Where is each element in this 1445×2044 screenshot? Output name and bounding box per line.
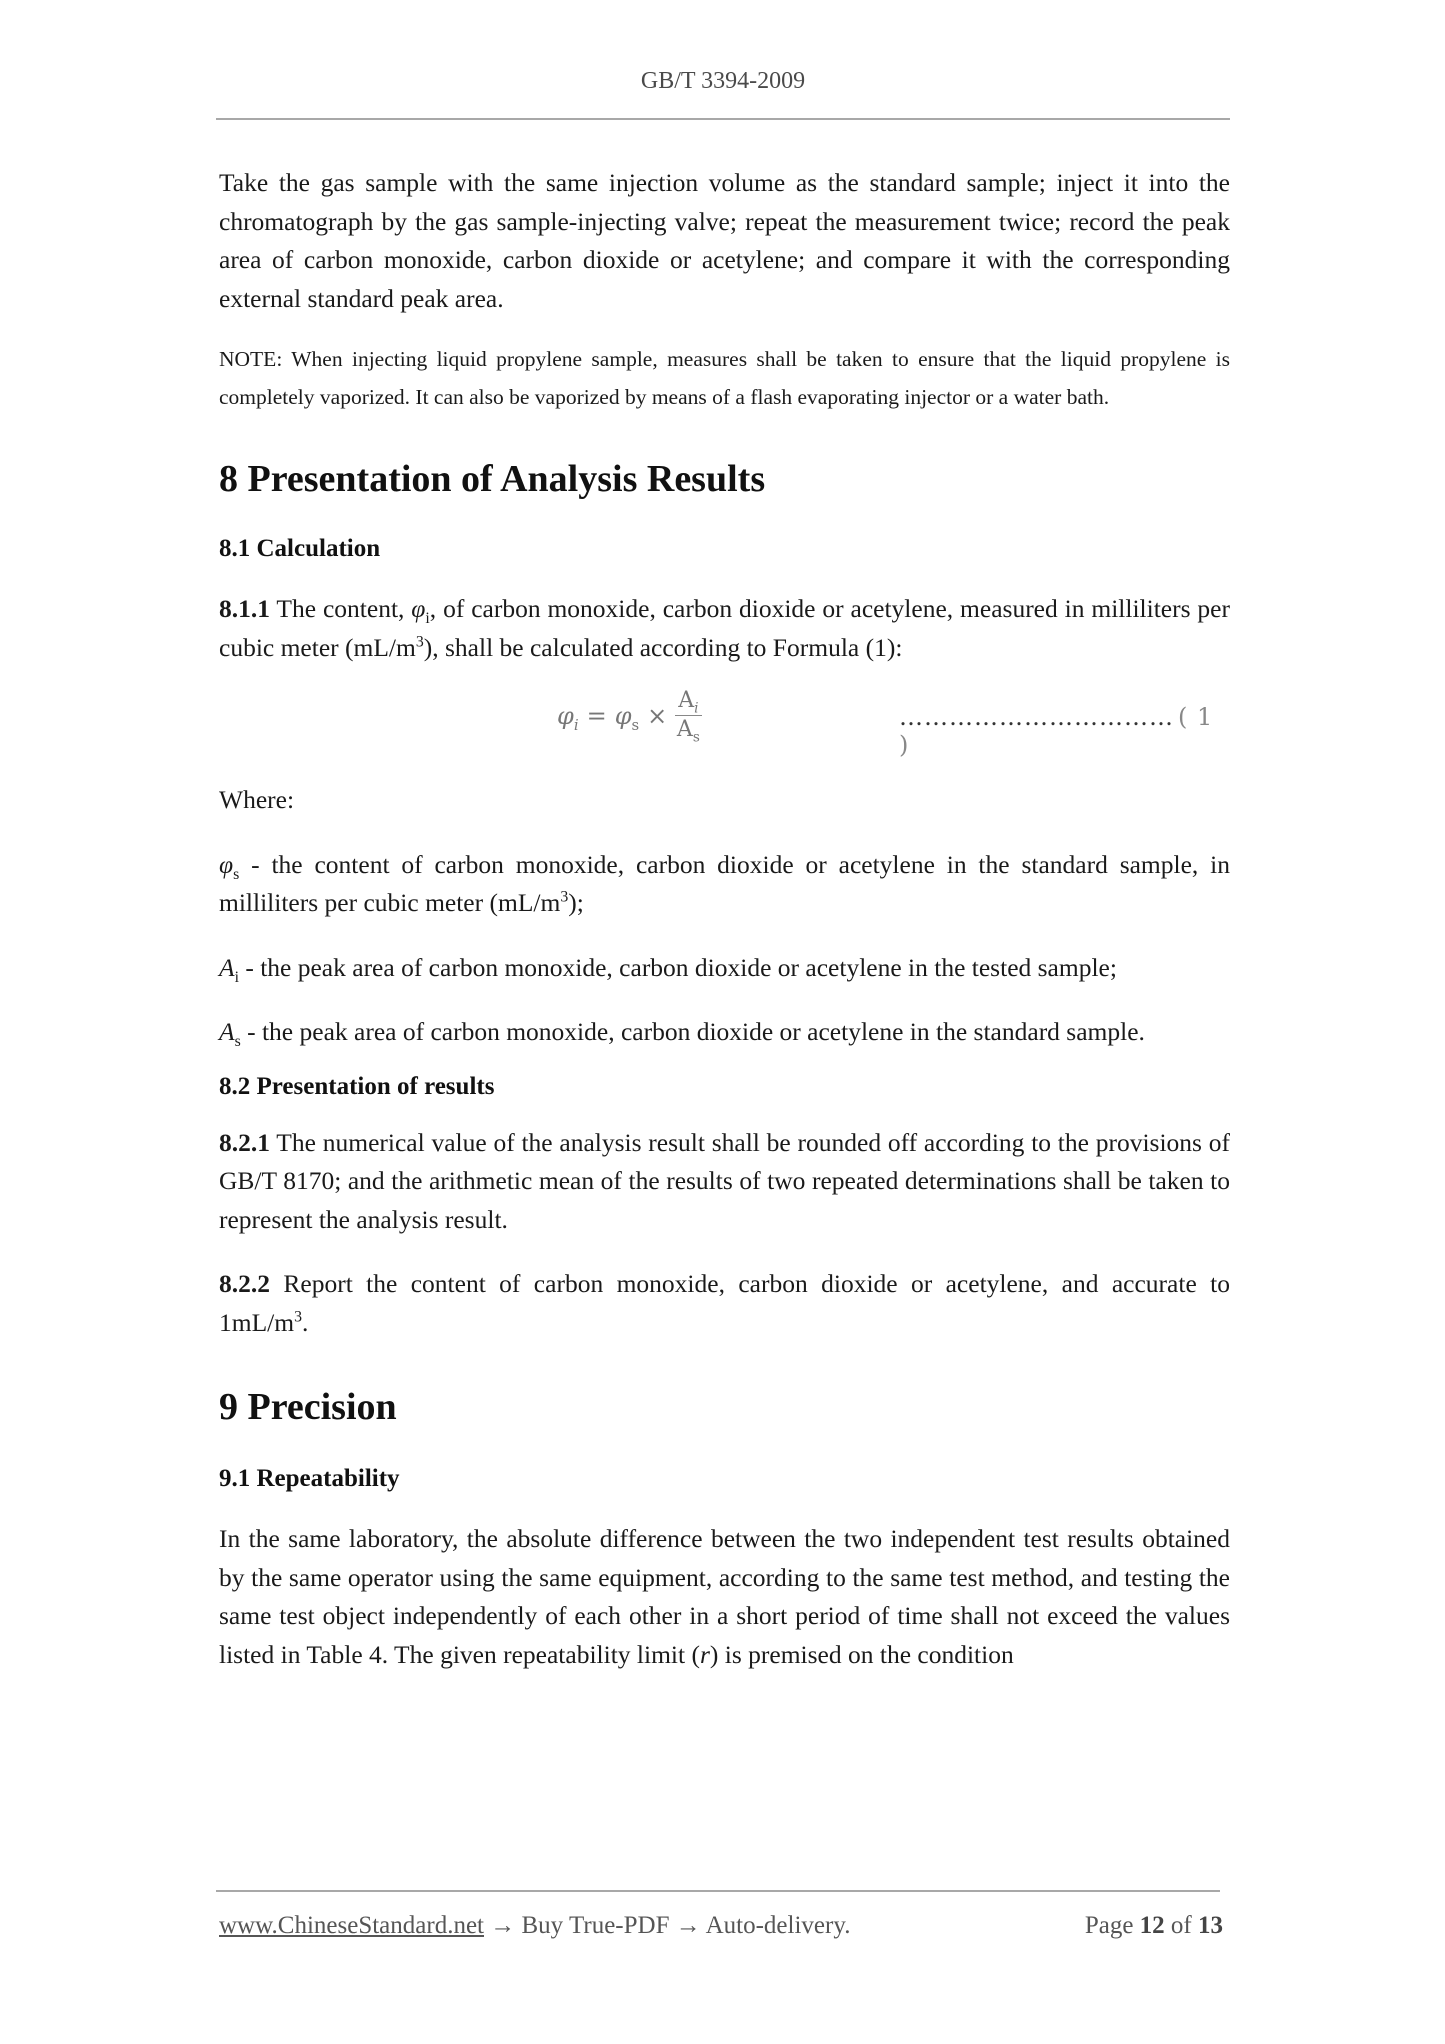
times-sign: ×: [647, 701, 668, 730]
section-9-1-heading: 9.1 Repeatability: [219, 1465, 400, 1492]
def-symbol: A: [219, 952, 235, 982]
delivery-text: Auto-delivery.: [705, 1912, 851, 1939]
note-paragraph: NOTE: When injecting liquid propylene sample, measures shall be taken to ensure that the liquid propylene is completely vaporized. It can also be vaporized by means of a flash evaporating injector or a water bath.: [219, 347, 1230, 409]
definition-phi-s: $\varphi_s$ - the content of carbon monoxide, carbon dioxide or acetylene in the standard sample, in milliliters per cubic meter $(mL/m^3)$;: [219, 849, 1230, 917]
clause-number: 8.2.2: [219, 1269, 270, 1298]
footer-divider: [216, 1890, 1220, 1892]
symbol-r: r: [699, 1639, 710, 1669]
clause-8-2-1: [219, 1124, 1230, 1240]
clause-text: ), shall be calculated according to Formula (1):: [423, 632, 903, 662]
definition-a-i: $A_i$ - the peak area of carbon monoxide, carbon dioxide or acetylene in the tested sample;: [219, 952, 1117, 986]
equals-sign: =: [586, 701, 607, 730]
total-pages: 13: [1198, 1912, 1223, 1939]
symbol-subscript: i: [425, 610, 430, 628]
formula-phi-s: $\varphi_s$: [614, 701, 640, 734]
repeatability-paragraph: In the same laboratory, the absolute difference between the two independent test results obtained by the same operator using the same equipment, according to the same test method, and testing the same test object independently of each other in a short period of time shall not exceed the values listed in Table 4. The given repeatability limit (r) is premised on the condition: [219, 1524, 1230, 1669]
formula-number: [899, 703, 1230, 759]
arrow-right-icon: →: [669, 1912, 706, 1939]
where-label: Where:: [219, 785, 295, 814]
formula-expression: [557, 687, 702, 744]
website-link[interactable]: www.ChineseStandard.net: [219, 1912, 484, 1939]
clause-text: Report the content of carbon monoxide, carbon dioxide or acetylene, and accurate to 1mL/m: [219, 1269, 1230, 1337]
superscript: 3: [415, 633, 424, 650]
header-divider: [216, 118, 1230, 120]
formula-lhs: $\varphi_i$: [557, 701, 579, 734]
buy-text: Buy True-PDF: [521, 1912, 670, 1939]
numerator: $A_i$: [675, 687, 701, 716]
def-symbol: φ: [219, 849, 234, 879]
def-symbol: A: [219, 1017, 235, 1046]
symbol-phi: φ: [411, 594, 426, 623]
page-content: [219, 164, 1230, 1674]
footer-promo: [219, 1912, 850, 1940]
clause-text: , of carbon monoxide, carbon dioxide or acetylene, measured in milliliters per cubic meter (mL/m: [219, 594, 1230, 662]
section-8-1-heading: 8.1 Calculation: [219, 535, 381, 562]
leader-dots: ……………………………: [899, 703, 1174, 731]
formula-1: [219, 683, 1230, 757]
formula-label: ( 1 ): [899, 703, 1214, 759]
page-number: Page 12 of 13: [1084, 1912, 1223, 1939]
page-header: [216, 68, 1230, 95]
section-9-heading: 9 Precision: [219, 1386, 397, 1428]
section-8-2-heading: 8.2 Presentation of results: [219, 1072, 495, 1100]
clause-number: 8.2.1: [219, 1127, 270, 1157]
section-8-heading: 8 Presentation of Analysis Results: [219, 458, 766, 500]
intro-paragraph: Take the gas sample with the same injection volume as the standard sample; inject it into the chromatograph by the gas sample-injecting valve; repeat the measurement twice; record the peak area of carbon monoxide, carbon dioxide or acetylene; and compare it with the corresponding external standard peak area.: [219, 168, 1230, 313]
page-footer: [219, 1912, 1223, 1940]
clause-text: The numerical value of the analysis result shall be rounded off according to the provisions of GB/T 8170; and the arithmetic mean of the results of two repeated determinations shall be taken to represent the analysis result.: [219, 1127, 1230, 1234]
clause-text: The content,: [270, 594, 412, 623]
definition-a-s: $A_s$ - the peak area of carbon monoxide, carbon dioxide or acetylene in the standard sample.: [219, 1017, 1145, 1051]
fraction: [675, 687, 701, 744]
current-page: 12: [1139, 1912, 1165, 1939]
clause-8-2-2: 8.2.2 Report the content of carbon monoxide, carbon dioxide or acetylene, and accurate to $1mL/m^3$.: [219, 1269, 1230, 1337]
clause-number: 8.1.1: [219, 594, 270, 623]
denominator: $A_s$: [676, 717, 700, 746]
arrow-right-icon: →: [484, 1912, 522, 1939]
clause-8-1-1: [219, 590, 1230, 667]
document-code: GB/T 3394-2009: [640, 68, 806, 94]
